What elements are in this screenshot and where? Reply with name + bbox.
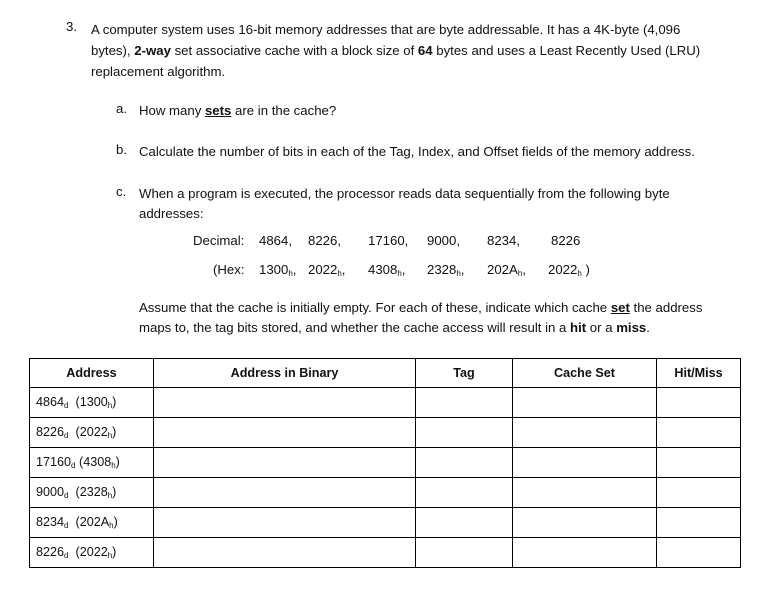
part-a-text (139, 101, 336, 121)
decimal-value: 8234, (487, 233, 521, 248)
part-b-text: Calculate the number of bits in each of the Tag, Index, and Offset fields of the memory address. (139, 144, 695, 159)
hit-miss-cell[interactable] (657, 388, 741, 418)
table-row (30, 448, 741, 478)
cache-set-cell[interactable] (513, 388, 657, 418)
dec-subscript: d (64, 551, 69, 560)
binary-cell[interactable] (154, 478, 416, 508)
intro-line-3: replacement algorithm. (91, 64, 226, 79)
hex-value: 202A (79, 515, 110, 529)
part-c-line-2: addresses: (139, 206, 204, 221)
assume-text: . (646, 320, 650, 335)
dec-value: 9000 (36, 485, 65, 499)
hex-subscript: h (288, 269, 293, 278)
dec-subscript: d (71, 461, 76, 470)
address-cell: $9000_d$ $(2328_h)$ (30, 478, 154, 508)
tag-cell[interactable] (416, 418, 513, 448)
hit-miss-cell[interactable] (657, 448, 741, 478)
decimal-value: 9000, (427, 233, 461, 248)
hex-value: 2022 (79, 425, 108, 439)
binary-cell[interactable] (154, 508, 416, 538)
decimal-value: 17160, (368, 233, 409, 248)
hit-miss-cell[interactable] (657, 508, 741, 538)
hex-value: $4308_h$, (368, 262, 406, 278)
part-b-letter: b. (116, 142, 127, 157)
hex-subscript: h (111, 461, 116, 470)
part-a-sets: sets (204, 103, 232, 118)
dec-subscript: d (64, 401, 69, 410)
decimal-value: 4864, (259, 233, 293, 248)
hit-miss-cell[interactable] (657, 478, 741, 508)
dec-value: 4864 (36, 395, 65, 409)
dec-value: 8226 (36, 425, 65, 439)
hex-digits: 202A (487, 262, 518, 277)
decimal-value: 8226 (551, 233, 581, 248)
hex-value: 4308 (83, 455, 112, 469)
intro-bold-64: 64 (417, 43, 433, 58)
decimal-label: Decimal: (193, 233, 245, 248)
hex-value: 2328 (79, 485, 108, 499)
dec-value: 8226 (36, 545, 65, 559)
hex-label: (Hex: (213, 262, 245, 277)
tag-cell[interactable] (416, 508, 513, 538)
hex-subscript: h (107, 551, 113, 560)
assume-text: maps to, the tag bits stored, and whether the cache access will result in a (139, 320, 571, 335)
intro-bold-2way: 2-way (134, 43, 171, 58)
question-intro (91, 19, 700, 82)
assume-paragraph (139, 298, 702, 338)
table-row (30, 538, 741, 568)
hex-value: 1300 (79, 395, 108, 409)
hex-value: $202A_h$, (487, 262, 526, 278)
intro-text: bytes and uses a Least Recently Used (LRU) (432, 43, 701, 58)
address-cell: $8226_d$ $(2022_h)$ (30, 538, 154, 568)
dec-subscript: d (64, 431, 69, 440)
intro-line-2 (91, 40, 700, 61)
cache-set-cell[interactable] (513, 508, 657, 538)
hex-value: $1300_h$, (259, 262, 297, 278)
header-tag: Tag (416, 359, 513, 388)
address-cell: $8226_d$ $(2022_h)$ (30, 418, 154, 448)
decimal-address-row (193, 233, 244, 248)
hex-digits: 4308 (368, 262, 398, 277)
header-address-binary: Address in Binary (154, 359, 416, 388)
hex-close-paren: ) (585, 262, 590, 277)
cache-set-cell[interactable] (513, 448, 657, 478)
table-header-row (30, 359, 741, 388)
hit-miss-cell[interactable] (657, 418, 741, 448)
part-c-letter: c. (116, 184, 127, 199)
dec-value: 8234 (36, 515, 65, 529)
assume-text: the address (629, 300, 703, 315)
intro-text: bytes), (91, 43, 135, 58)
hex-subscript: h (397, 269, 402, 278)
hex-value (548, 262, 590, 278)
intro-line-1: A computer system uses 16-bit memory addresses that are byte addressable. It has a 4K-byte (4,096 (91, 22, 681, 37)
hex-digits: 2022 (308, 262, 338, 277)
hex-subscript: h (456, 269, 461, 278)
tag-cell[interactable] (416, 478, 513, 508)
intro-text: set associative cache with a block size of (170, 43, 418, 58)
dec-subscript: d (64, 491, 69, 500)
question-number: 3. (66, 19, 77, 34)
hex-value: 2022 (79, 545, 108, 559)
part-c-text (139, 184, 670, 224)
cache-set-cell[interactable] (513, 538, 657, 568)
tag-cell[interactable] (416, 448, 513, 478)
address-cell: $8234_d$ $(202A_h)$ (30, 508, 154, 538)
table-row (30, 478, 741, 508)
dec-value: 17160 (36, 455, 72, 469)
tag-cell[interactable] (416, 388, 513, 418)
assume-set: set (610, 300, 630, 315)
part-c-line-1: When a program is executed, the processor reads data sequentially from the following byte (139, 186, 670, 201)
dec-subscript: d (64, 521, 69, 530)
hex-subscript: h (107, 491, 113, 500)
table-row (30, 508, 741, 538)
binary-cell[interactable] (154, 448, 416, 478)
hex-subscript: h (109, 521, 114, 530)
part-a-pre: How many (139, 103, 205, 118)
assume-text: Assume that the cache is initially empty. For each of these, indicate which cache (139, 300, 611, 315)
table-row (30, 418, 741, 448)
hex-digits: 1300 (259, 262, 289, 277)
assume-line-1 (139, 298, 702, 318)
binary-cell[interactable] (154, 538, 416, 568)
hex-digits: 2328 (427, 262, 457, 277)
binary-cell[interactable] (154, 418, 416, 448)
hex-subscript: h (577, 269, 582, 278)
hex-value: $2328_h$, (427, 262, 465, 278)
assume-hit: hit (570, 320, 587, 335)
header-address: Address (30, 359, 154, 388)
hex-value: $2022_h$, (308, 262, 346, 278)
hex-subscript: h (517, 269, 523, 278)
decimal-value: 8226, (308, 233, 342, 248)
hex-digits: 2022 (548, 262, 578, 277)
hex-subscript: h (107, 401, 113, 410)
binary-cell[interactable] (154, 388, 416, 418)
hex-subscript: h (337, 269, 342, 278)
cache-set-cell[interactable] (513, 418, 657, 448)
answer-table (29, 358, 741, 568)
part-a-letter: a. (116, 101, 127, 116)
table-row (30, 388, 741, 418)
hit-miss-cell[interactable] (657, 538, 741, 568)
assume-text: or a (586, 320, 617, 335)
address-cell: $4864_d$ $(1300_h)$ (30, 388, 154, 418)
header-cache-set: Cache Set (513, 359, 657, 388)
header-hit-miss: Hit/Miss (657, 359, 741, 388)
part-a-post: are in the cache? (231, 103, 337, 118)
cache-set-cell[interactable] (513, 478, 657, 508)
hex-subscript: h (107, 431, 113, 440)
tag-cell[interactable] (416, 538, 513, 568)
assume-line-2 (139, 318, 702, 338)
assume-miss: miss (616, 320, 647, 335)
address-cell: $17160_d$ $(4308_h)$ (30, 448, 154, 478)
